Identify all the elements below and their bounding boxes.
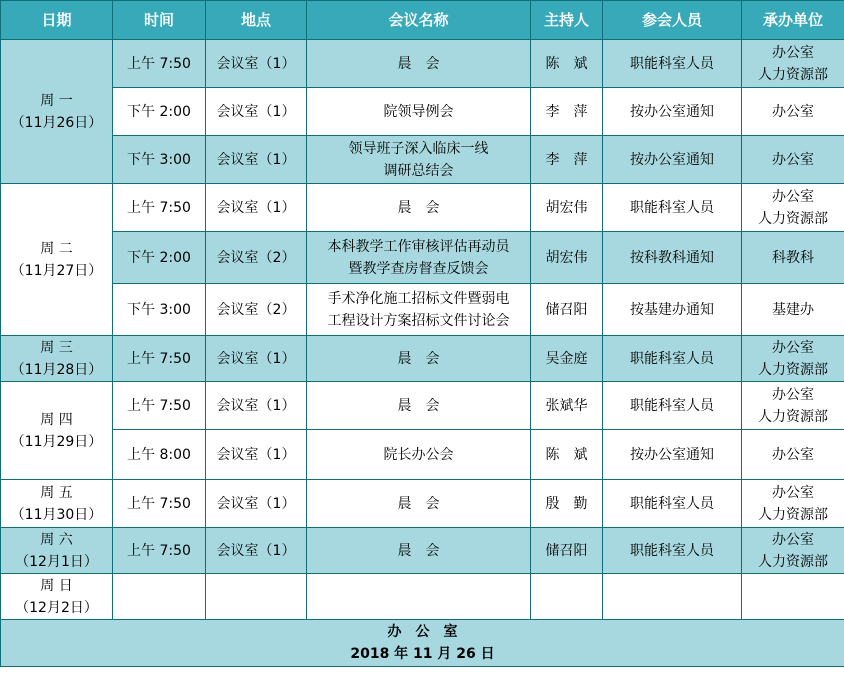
time-cell: 上午 7:50 <box>113 382 206 430</box>
footer-row <box>1 620 844 667</box>
header-host: 主持人 <box>531 1 603 40</box>
day-label: 周 三 <box>40 339 73 356</box>
organizer-line: 办公室 <box>772 446 814 463</box>
organizer-cell <box>742 184 844 232</box>
organizer-cell <box>742 430 844 480</box>
time-cell: 下午 2:00 <box>113 88 206 136</box>
host-cell: 张斌华 <box>531 382 603 430</box>
attendees-cell: 按基建办通知 <box>603 284 742 336</box>
place-cell: 会议室（1） <box>206 480 307 528</box>
place-cell: 会议室（1） <box>206 88 307 136</box>
organizer-cell <box>742 284 844 336</box>
meeting-name-cell <box>307 528 531 574</box>
day-date: （11月28日） <box>10 361 103 378</box>
host-cell: 吴金庭 <box>531 336 603 382</box>
footer-office: 办 公 室 <box>387 624 458 640</box>
table-row <box>1 136 844 184</box>
meeting-name-cell <box>307 574 531 620</box>
day-date: （11月29日） <box>10 433 103 450</box>
day-date: （11月26日） <box>10 114 103 131</box>
header-row <box>1 1 844 40</box>
organizer-line: 人力资源部 <box>758 553 828 570</box>
host-cell <box>531 574 603 620</box>
organizer-cell <box>742 336 844 382</box>
attendees-cell: 职能科室人员 <box>603 528 742 574</box>
day-label: 周 一 <box>40 92 73 109</box>
meeting-name-cell <box>307 40 531 88</box>
attendees-cell: 职能科室人员 <box>603 40 742 88</box>
organizer-line: 科教科 <box>772 249 814 266</box>
meeting-name-line: 调研总结会 <box>383 162 454 179</box>
meeting-name-line: 院长办公会 <box>383 446 454 463</box>
day-cell <box>1 480 113 528</box>
time-cell: 上午 7:50 <box>113 336 206 382</box>
meeting-name-line: 晨 会 <box>397 199 440 216</box>
meeting-name-line: 手术净化施工招标文件暨弱电 <box>327 290 510 307</box>
day-cell <box>1 336 113 382</box>
attendees-cell: 职能科室人员 <box>603 336 742 382</box>
organizer-line: 办公室 <box>772 151 814 168</box>
footer-cell <box>1 620 844 667</box>
meeting-name-line: 院领导例会 <box>383 103 454 120</box>
day-cell <box>1 574 113 620</box>
organizer-cell <box>742 232 844 284</box>
meeting-name-cell <box>307 382 531 430</box>
meeting-name-line: 晨 会 <box>397 55 440 72</box>
organizer-line: 办公室 <box>772 339 814 356</box>
header-time: 时间 <box>113 1 206 40</box>
attendees-cell: 按办公室通知 <box>603 430 742 480</box>
place-cell: 会议室（2） <box>206 232 307 284</box>
header-date: 日期 <box>1 1 113 40</box>
table-row <box>1 284 844 336</box>
place-cell: 会议室（1） <box>206 136 307 184</box>
attendees-cell: 按办公室通知 <box>603 136 742 184</box>
place-cell: 会议室（1） <box>206 528 307 574</box>
organizer-cell <box>742 480 844 528</box>
meeting-name-line: 工程设计方案招标文件讨论会 <box>327 312 510 329</box>
time-cell: 下午 3:00 <box>113 136 206 184</box>
time-cell: 下午 2:00 <box>113 232 206 284</box>
header-organizer: 承办单位 <box>742 1 844 40</box>
meeting-name-line: 晨 会 <box>397 495 440 512</box>
day-cell <box>1 382 113 480</box>
organizer-line: 人力资源部 <box>758 361 828 378</box>
organizer-cell <box>742 88 844 136</box>
attendees-cell: 按办公室通知 <box>603 88 742 136</box>
time-cell: 上午 7:50 <box>113 184 206 232</box>
day-date: （12月2日） <box>15 599 98 616</box>
place-cell <box>206 574 307 620</box>
meeting-name-cell <box>307 284 531 336</box>
attendees-cell: 职能科室人员 <box>603 382 742 430</box>
time-cell: 上午 8:00 <box>113 430 206 480</box>
day-label: 周 二 <box>40 240 73 257</box>
organizer-line: 办公室 <box>772 103 814 120</box>
meeting-name-cell <box>307 232 531 284</box>
header-place: 地点 <box>206 1 307 40</box>
day-label: 周 日 <box>40 577 73 594</box>
attendees-cell: 职能科室人员 <box>603 480 742 528</box>
table-row <box>1 184 844 232</box>
day-cell <box>1 528 113 574</box>
attendees-cell <box>603 574 742 620</box>
place-cell: 会议室（2） <box>206 284 307 336</box>
day-date: （11月30日） <box>10 506 103 523</box>
meeting-name-line: 晨 会 <box>397 542 440 559</box>
day-label: 周 四 <box>40 411 73 428</box>
table-row <box>1 430 844 480</box>
day-date: （12月1日） <box>15 553 98 570</box>
table-row <box>1 232 844 284</box>
attendees-cell: 职能科室人员 <box>603 184 742 232</box>
meeting-name-cell <box>307 88 531 136</box>
organizer-line: 办公室 <box>772 531 814 548</box>
organizer-line: 基建办 <box>772 301 814 318</box>
organizer-line: 人力资源部 <box>758 210 828 227</box>
meeting-name-cell <box>307 430 531 480</box>
day-label: 周 六 <box>40 531 73 548</box>
host-cell: 李 萍 <box>531 136 603 184</box>
organizer-line: 办公室 <box>772 386 814 403</box>
day-label: 周 五 <box>40 484 73 501</box>
meeting-name-cell <box>307 480 531 528</box>
table-row <box>1 88 844 136</box>
organizer-line: 人力资源部 <box>758 66 828 83</box>
time-cell: 上午 7:50 <box>113 480 206 528</box>
time-cell: 下午 3:00 <box>113 284 206 336</box>
organizer-cell <box>742 528 844 574</box>
day-cell <box>1 40 113 184</box>
time-cell: 上午 7:50 <box>113 40 206 88</box>
host-cell: 李 萍 <box>531 88 603 136</box>
organizer-line: 办公室 <box>772 44 814 61</box>
place-cell: 会议室（1） <box>206 184 307 232</box>
host-cell: 殷 勤 <box>531 480 603 528</box>
organizer-cell <box>742 574 844 620</box>
meeting-name-line: 本科教学工作审核评估再动员 <box>327 238 510 255</box>
organizer-cell <box>742 136 844 184</box>
header-meeting-name: 会议名称 <box>307 1 531 40</box>
host-cell: 陈 斌 <box>531 40 603 88</box>
host-cell: 储召阳 <box>531 284 603 336</box>
host-cell: 胡宏伟 <box>531 232 603 284</box>
meeting-name-line: 晨 会 <box>397 350 440 367</box>
meeting-name-cell <box>307 136 531 184</box>
header-attendees: 参会人员 <box>603 1 742 40</box>
time-cell <box>113 574 206 620</box>
meeting-name-cell <box>307 336 531 382</box>
day-date: （11月27日） <box>10 262 103 279</box>
organizer-line: 人力资源部 <box>758 408 828 425</box>
meeting-name-line: 晨 会 <box>397 397 440 414</box>
place-cell: 会议室（1） <box>206 430 307 480</box>
meeting-name-line: 领导班子深入临床一线 <box>348 140 489 157</box>
footer-date: 2018 年 11 月 26 日 <box>350 646 495 662</box>
place-cell: 会议室（1） <box>206 336 307 382</box>
table-row <box>1 574 844 620</box>
organizer-line: 办公室 <box>772 484 814 501</box>
time-cell: 上午 7:50 <box>113 528 206 574</box>
organizer-line: 人力资源部 <box>758 506 828 523</box>
organizer-cell <box>742 382 844 430</box>
table-row <box>1 528 844 574</box>
host-cell: 胡宏伟 <box>531 184 603 232</box>
table-row <box>1 382 844 430</box>
host-cell: 陈 斌 <box>531 430 603 480</box>
table-row <box>1 480 844 528</box>
meeting-name-line: 暨教学查房督查反馈会 <box>348 260 489 277</box>
table-row <box>1 40 844 88</box>
meeting-name-cell <box>307 184 531 232</box>
place-cell: 会议室（1） <box>206 40 307 88</box>
host-cell: 储召阳 <box>531 528 603 574</box>
table-row <box>1 336 844 382</box>
day-cell <box>1 184 113 336</box>
organizer-cell <box>742 40 844 88</box>
place-cell: 会议室（1） <box>206 382 307 430</box>
organizer-line: 办公室 <box>772 188 814 205</box>
attendees-cell: 按科教科通知 <box>603 232 742 284</box>
